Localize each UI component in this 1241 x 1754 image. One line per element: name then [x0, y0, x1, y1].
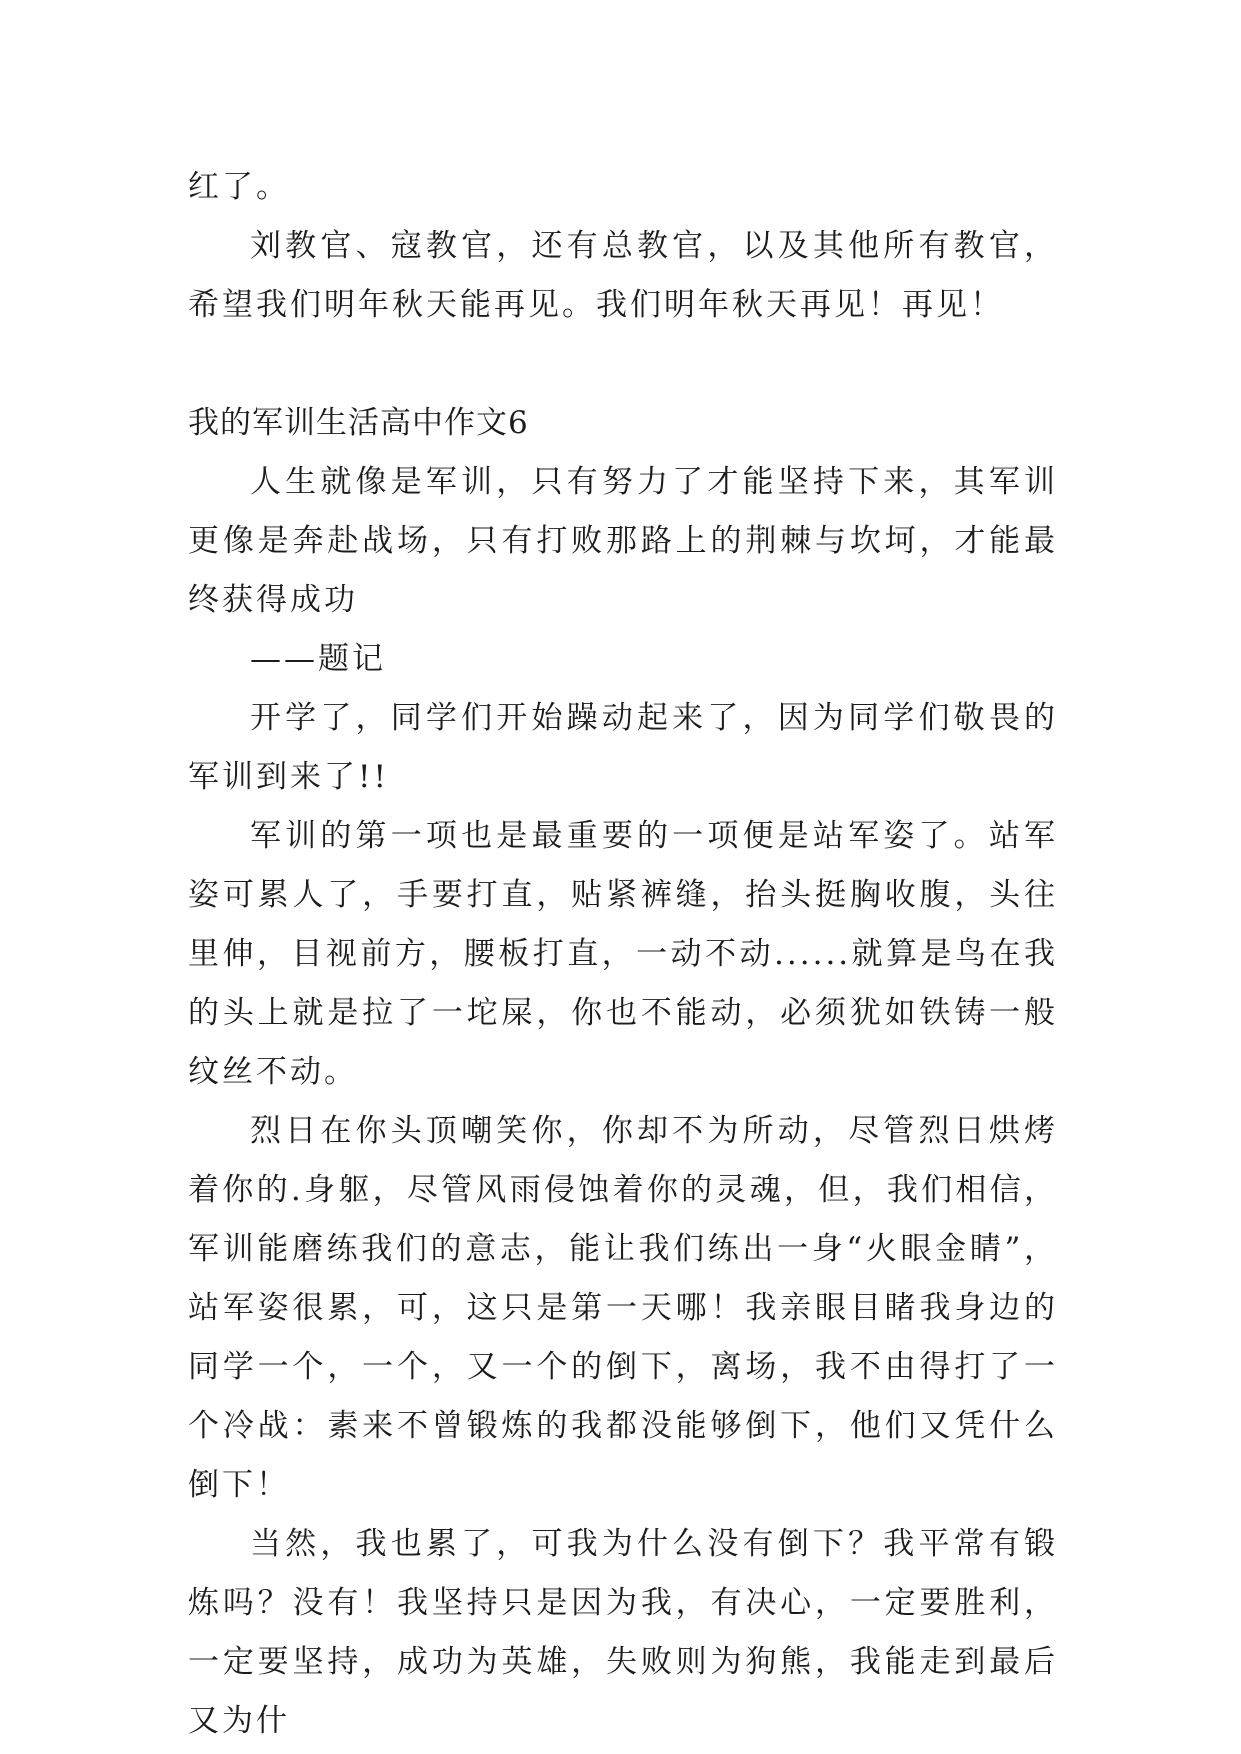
epigraph-attribution: ——题记: [250, 641, 386, 677]
section-title: 我的军训生活高中作文6: [188, 405, 529, 441]
epigraph-paragraph: 人生就像是军训，只有努力了才能坚持下来，其军训更像是奔赴战场，只有打败那路上的荆棘与坎坷，才能最终获得成功: [188, 464, 1058, 618]
document-body: [188, 158, 1058, 1751]
body-paragraph: 烈日在你头顶嘲笑你，你却不为所动，尽管烈日烘烤着你的.身躯，尽管风雨侵蚀着你的灵魂，但，我们相信，军训能磨练我们的意志，能让我们练出一身“火眼金睛”，站军姿很累，可，这只是第一天哪！我亲眼目睹我身边的同学一个，一个，又一个的倒下，离场，我不由得打了一个冷战：素来不曾锻炼的我都没能够倒下，他们又凭什么倒下！: [188, 1113, 1058, 1503]
body-paragraph: 军训的第一项也是最重要的一项便是站军姿了。站军姿可累人了，手要打直，贴紧裤缝，抬头挺胸收腹，头往里伸，目视前方，腰板打直，一动不动......就算是鸟在我的头上就是拉了一坨屎，你也不能动，必须犹如铁铸一般纹丝不动。: [188, 818, 1058, 1090]
farewell-paragraph: 刘教官、寇教官，还有总教官，以及其他所有教官，希望我们明年秋天能再见。我们明年秋天再见！再见！: [188, 228, 1058, 323]
body-paragraph: 当然，我也累了，可我为什么没有倒下？我平常有锻炼吗？没有！我坚持只是因为我，有决心，一定要胜利，一定要坚持，成功为英雄，失败则为狗熊，我能走到最后又为什: [188, 1526, 1058, 1739]
body-paragraph: 开学了，同学们开始躁动起来了，因为同学们敬畏的军训到来了!!: [188, 700, 1058, 795]
continuation-line: 红了。: [188, 169, 290, 205]
section-spacer: [188, 335, 1058, 394]
